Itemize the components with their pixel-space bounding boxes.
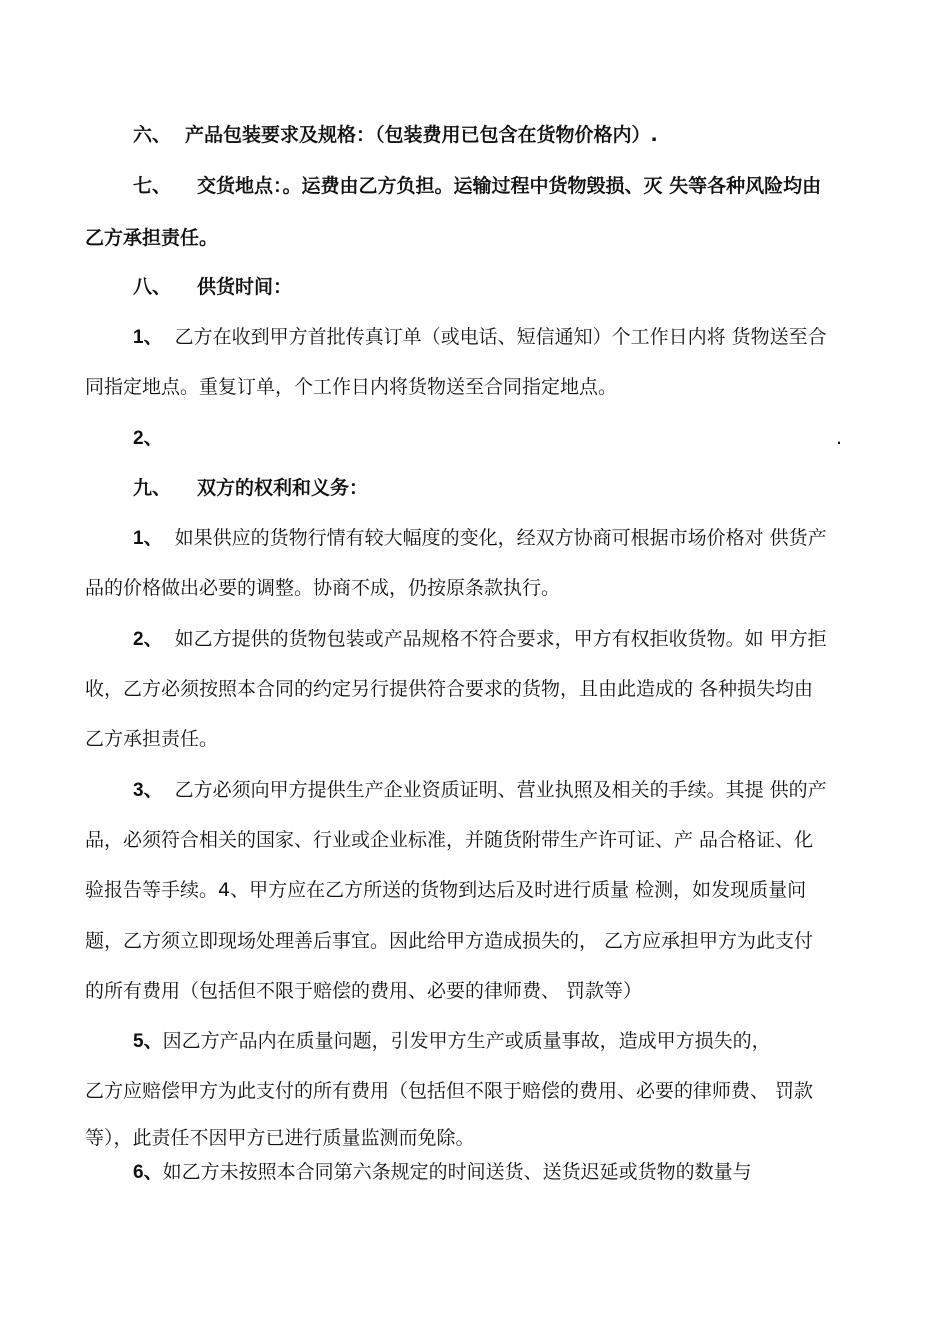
section-number: 九、 <box>133 477 172 499</box>
nine-item-3-continuation: 验报告等手续。4、甲方应在乙方所送的货物到达后及时进行质量 检测，如发现质量问 <box>85 879 807 901</box>
nine-item-6 <box>133 1160 752 1185</box>
section-six-heading <box>133 123 658 147</box>
section-title: 产品包装要求及规格：（包装费用已包含在货物价格内）. <box>185 124 658 146</box>
item-number: 2、 <box>133 629 163 650</box>
section-title: 供货时间： <box>197 276 293 298</box>
item-number: 2、 <box>133 428 163 449</box>
item-number: 5、 <box>133 1031 163 1052</box>
item-number: 6、 <box>133 1162 163 1183</box>
eight-item-1-continuation: 同指定地点。重复订单，个工作日内将货物送至合同指定地点。 <box>85 376 618 398</box>
item-text: 乙方必须向甲方提供生产企业资质证明、营业执照及相关的手续。其提 供的产 <box>174 779 827 801</box>
nine-item-1-continuation: 品的价格做出必要的调整。协商不成，仍按原条款执行。 <box>85 577 561 599</box>
section-number: 七、 <box>133 175 172 197</box>
item-number: 3、 <box>133 780 163 801</box>
item-text: 乙方在收到甲方首批传真订单（或电话、短信通知）个工作日内将 货物送至合 <box>174 326 827 348</box>
section-nine-heading <box>133 476 368 500</box>
item-text: 如乙方提供的货物包装或产品规格不符合要求，甲方有权拒收货物。如 甲方拒 <box>174 628 827 650</box>
nine-item-3-continuation: 题，乙方须立即现场处理善后事宜。因此给甲方造成损失的， 乙方应承担甲方为此支付 <box>85 930 814 952</box>
nine-item-1 <box>133 526 827 551</box>
nine-item-5 <box>133 1029 771 1054</box>
section-number: 六、 <box>133 124 172 146</box>
nine-item-3 <box>133 778 827 803</box>
section-seven-heading <box>133 174 821 198</box>
nine-item-3-continuation: 品，必须符合相关的国家、行业或企业标准，并随货附带生产许可证、产 品合格证、化 <box>85 829 814 851</box>
nine-item-5-continuation: 等），此责任不因甲方已进行质量监测而免除。 <box>85 1127 475 1149</box>
eight-item-2-tail: . <box>836 427 843 449</box>
section-eight-heading <box>133 275 292 299</box>
eight-item-2 <box>133 426 163 451</box>
nine-item-3-continuation: 的所有费用（包括但不限于赔偿的费用、必要的律师费、 罚款等） <box>85 980 643 1002</box>
item-number: 1、 <box>133 327 163 348</box>
eight-item-1 <box>133 325 827 350</box>
nine-item-2 <box>133 627 827 652</box>
nine-item-2-continuation: 收，乙方必须按照本合同的约定另行提供符合要求的货物，且由此造成的 各种损失均由 <box>85 678 814 700</box>
nine-item-2-continuation: 乙方承担责任。 <box>85 728 219 750</box>
section-number: 八、 <box>133 276 172 298</box>
nine-item-5-continuation: 乙方应赔偿甲方为此支付的所有费用（包括但不限于赔偿的费用、必要的律师费、 罚款 <box>85 1080 814 1102</box>
section-seven-continuation: 乙方承担责任。 <box>85 227 219 249</box>
section-text: 交货地点：。运费由乙方负担。运输过程中货物毁损、灭 失等各种风险均由 <box>197 175 822 197</box>
section-title: 双方的权利和义务： <box>197 477 369 499</box>
item-text: 如乙方未按照本合同第六条规定的时间送货、送货迟延或货物的数量与 <box>162 1161 752 1183</box>
item-text: 因乙方产品内在质量问题，引发甲方生产或质量事故，造成甲方损失的， <box>162 1030 771 1052</box>
item-number: 1、 <box>133 528 163 549</box>
item-text: 如果供应的货物行情有较大幅度的变化，经双方协商可根据市场价格对 供货产 <box>174 527 827 549</box>
